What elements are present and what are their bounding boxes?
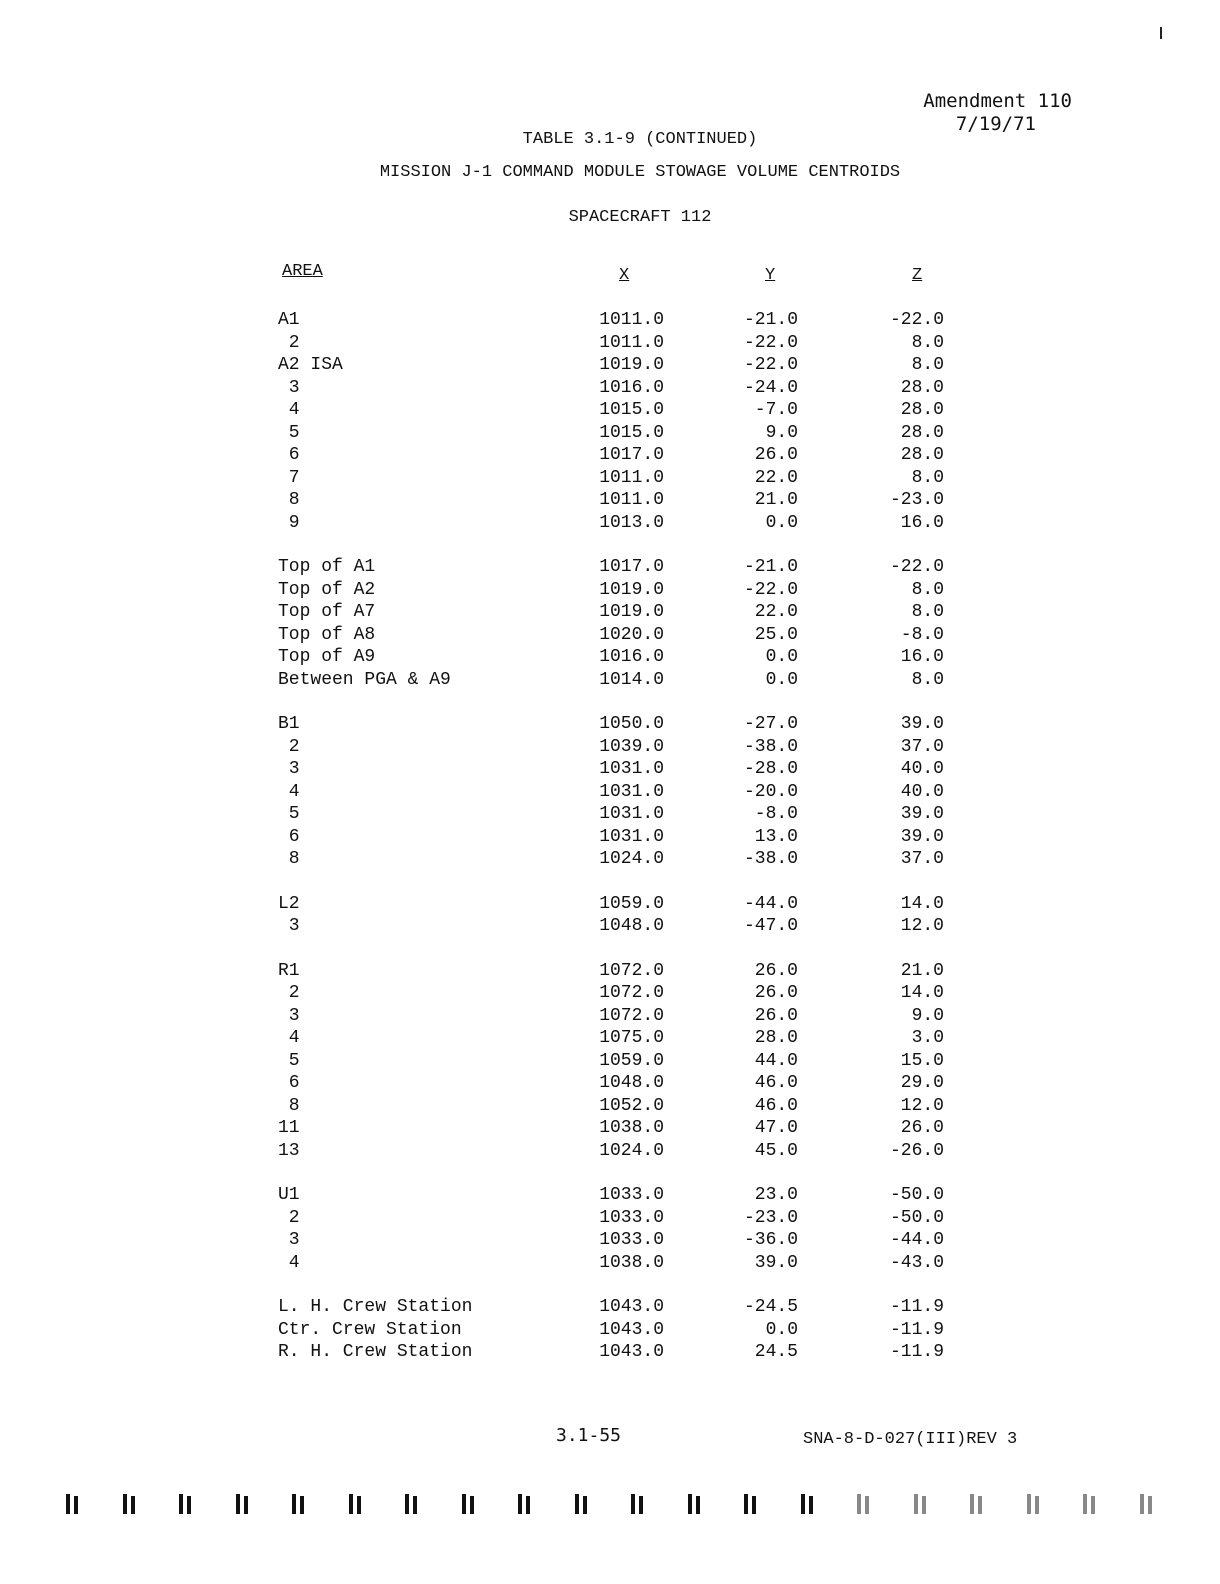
y-cell: 25.0 — [754, 624, 798, 645]
area-cell: 2 — [278, 332, 300, 353]
x-cell: 1043.0 — [599, 1319, 664, 1340]
y-cell: -21.0 — [743, 310, 798, 330]
x-cell: 1031.0 — [599, 759, 664, 779]
area-cell: Top of A8 — [278, 624, 376, 645]
area-cell: 5 — [278, 422, 300, 443]
area-cell: 2 — [278, 1207, 300, 1228]
x-cell: 1072.0 — [599, 983, 664, 1003]
area-cell: 5 — [278, 804, 300, 824]
z-cell: 21.0 — [900, 960, 944, 981]
z-cell: 8.0 — [911, 355, 944, 375]
area-cell: 3 — [278, 1005, 300, 1026]
area-cell: 11 — [278, 1118, 300, 1138]
z-cell: -26.0 — [889, 1140, 944, 1161]
area-cell: 4 — [278, 1028, 300, 1048]
y-cell: 46.0 — [754, 1073, 798, 1093]
area-cell: Top of A7 — [278, 602, 376, 622]
area-cell: 2 — [278, 983, 300, 1003]
area-cell: 8 — [278, 849, 300, 869]
area-cell: 7 — [278, 467, 300, 488]
amendment-label: Amendment 110 — [923, 90, 1072, 112]
y-cell: 26.0 — [754, 445, 798, 465]
edge-mark — [575, 1494, 591, 1514]
edge-mark — [1027, 1494, 1043, 1514]
x-cell: 1024.0 — [599, 849, 664, 869]
x-cell: 1024.0 — [599, 1140, 664, 1161]
y-cell: 44.0 — [754, 1050, 798, 1071]
document-id: SNA-8-D-027(III)REV 3 — [803, 1430, 1018, 1449]
x-cell: 1072.0 — [599, 1005, 664, 1026]
z-cell: 16.0 — [900, 512, 944, 533]
y-cell: 26.0 — [754, 960, 798, 981]
column-header-y: Y — [765, 266, 776, 285]
z-cell: 8.0 — [911, 467, 944, 488]
y-cell: 26.0 — [754, 1005, 798, 1026]
y-cell: 47.0 — [754, 1118, 798, 1138]
edge-mark — [405, 1494, 421, 1514]
area-cell: 5 — [278, 1050, 300, 1071]
area-cell: 8 — [278, 1095, 300, 1116]
x-cell: 1014.0 — [599, 669, 664, 690]
edge-mark — [518, 1494, 534, 1514]
y-cell: 0.0 — [765, 512, 798, 533]
x-cell: 1048.0 — [599, 1073, 664, 1093]
z-cell: 39.0 — [900, 714, 944, 734]
z-cell: 8.0 — [911, 669, 944, 690]
edge-mark — [292, 1494, 308, 1514]
edge-mark — [744, 1494, 760, 1514]
y-cell: -47.0 — [743, 916, 798, 936]
y-cell: 39.0 — [754, 1252, 798, 1273]
z-cell: 12.0 — [900, 916, 944, 936]
x-cell: 1033.0 — [599, 1185, 664, 1205]
x-cell: 1050.0 — [599, 714, 664, 734]
area-cell: 3 — [278, 759, 300, 779]
x-cell: 1013.0 — [599, 512, 664, 533]
x-cell: 1039.0 — [599, 736, 664, 757]
x-cell: 1017.0 — [599, 445, 664, 465]
y-cell: 22.0 — [754, 602, 798, 622]
z-cell: 37.0 — [900, 849, 944, 869]
z-cell: -43.0 — [889, 1252, 944, 1273]
y-cell: -22.0 — [743, 332, 798, 353]
edge-mark — [236, 1494, 252, 1514]
y-cell: 26.0 — [754, 983, 798, 1003]
y-cell: -22.0 — [743, 579, 798, 600]
area-cell: R. H. Crew Station — [278, 1342, 473, 1362]
z-cell: -50.0 — [889, 1207, 944, 1228]
z-cell: -23.0 — [889, 490, 944, 510]
y-cell: -20.0 — [743, 781, 798, 802]
y-cell: 21.0 — [754, 490, 798, 510]
y-cell: -8.0 — [754, 804, 798, 824]
column-header-x: X — [619, 266, 630, 285]
edge-mark — [970, 1494, 986, 1514]
z-cell: 15.0 — [900, 1050, 944, 1071]
table-subtitle: MISSION J-1 COMMAND MODULE STOWAGE VOLUME CENTROIDS — [379, 163, 901, 182]
edge-mark — [801, 1494, 817, 1514]
y-cell: -38.0 — [743, 736, 798, 757]
x-cell: 1015.0 — [599, 422, 664, 443]
x-cell: 1011.0 — [599, 490, 664, 510]
area-cell: 13 — [278, 1140, 300, 1161]
z-cell: 28.0 — [900, 422, 944, 443]
y-cell: -38.0 — [743, 849, 798, 869]
area-cell: L2 — [278, 893, 300, 914]
table-title: TABLE 3.1-9 (CONTINUED) — [522, 130, 758, 149]
y-cell: -24.5 — [743, 1297, 798, 1317]
z-cell: -11.9 — [889, 1319, 944, 1340]
y-cell: -44.0 — [743, 893, 798, 914]
y-cell: -24.0 — [743, 377, 798, 398]
z-cell: -11.9 — [889, 1342, 944, 1362]
x-cell: 1019.0 — [599, 355, 664, 375]
amendment-date: 7/19/71 — [955, 113, 1036, 135]
area-cell: Top of A2 — [278, 579, 376, 600]
edge-mark — [349, 1494, 365, 1514]
area-cell: B1 — [278, 714, 300, 734]
z-cell: 9.0 — [911, 1005, 944, 1026]
z-cell: -8.0 — [900, 624, 944, 645]
edge-mark — [179, 1494, 195, 1514]
x-cell: 1017.0 — [599, 557, 664, 577]
x-cell: 1011.0 — [599, 332, 664, 353]
z-cell: 14.0 — [900, 893, 944, 914]
column-header-z: Z — [912, 266, 923, 285]
area-cell: Ctr. Crew Station — [278, 1319, 462, 1340]
z-cell: 40.0 — [900, 759, 944, 779]
y-cell: 9.0 — [765, 422, 798, 443]
z-cell: 40.0 — [900, 781, 944, 802]
x-cell: 1075.0 — [599, 1028, 664, 1048]
y-cell: -21.0 — [743, 557, 798, 577]
x-cell: 1011.0 — [599, 467, 664, 488]
x-cell: 1043.0 — [599, 1342, 664, 1362]
x-cell: 1052.0 — [599, 1095, 664, 1116]
y-cell: -28.0 — [743, 759, 798, 779]
area-cell: 6 — [278, 826, 300, 847]
area-cell: 4 — [278, 781, 300, 802]
x-cell: 1031.0 — [599, 781, 664, 802]
area-cell: L. H. Crew Station — [278, 1297, 473, 1317]
y-cell: 46.0 — [754, 1095, 798, 1116]
x-cell: 1020.0 — [599, 624, 664, 645]
z-cell: -11.9 — [889, 1297, 944, 1317]
column-header-area: AREA — [282, 262, 323, 281]
y-cell: -7.0 — [754, 400, 798, 420]
z-cell: 37.0 — [900, 736, 944, 757]
x-cell: 1038.0 — [599, 1252, 664, 1273]
z-cell: 8.0 — [911, 332, 944, 353]
y-cell: 22.0 — [754, 467, 798, 488]
area-cell: Top of A9 — [278, 647, 376, 667]
z-cell: 3.0 — [911, 1028, 944, 1048]
area-cell: 2 — [278, 736, 300, 757]
spacecraft-label: SPACECRAFT 112 — [568, 208, 712, 227]
y-cell: -36.0 — [743, 1230, 798, 1250]
edge-mark — [123, 1494, 139, 1514]
y-cell: -22.0 — [743, 355, 798, 375]
y-cell: 13.0 — [754, 826, 798, 847]
area-cell: Top of A1 — [278, 557, 376, 577]
x-cell: 1048.0 — [599, 916, 664, 936]
y-cell: 0.0 — [765, 647, 798, 667]
edge-mark — [631, 1494, 647, 1514]
z-cell: 8.0 — [911, 579, 944, 600]
z-cell: 28.0 — [900, 445, 944, 465]
area-cell: 3 — [278, 1230, 300, 1250]
z-cell: 39.0 — [900, 826, 944, 847]
x-cell: 1059.0 — [599, 893, 664, 914]
area-cell: 8 — [278, 490, 300, 510]
edge-mark — [66, 1494, 82, 1514]
z-cell: 39.0 — [900, 804, 944, 824]
y-cell: 23.0 — [754, 1185, 798, 1205]
area-cell: 3 — [278, 377, 300, 398]
x-cell: 1019.0 — [599, 579, 664, 600]
z-cell: 16.0 — [900, 647, 944, 667]
film-edge-marks — [0, 1494, 1220, 1518]
x-cell: 1033.0 — [599, 1230, 664, 1250]
edge-mark — [1140, 1494, 1156, 1514]
x-cell: 1043.0 — [599, 1297, 664, 1317]
y-cell: -23.0 — [743, 1207, 798, 1228]
x-cell: 1031.0 — [599, 826, 664, 847]
area-cell: Between PGA & A9 — [278, 669, 451, 690]
x-cell: 1059.0 — [599, 1050, 664, 1071]
y-cell: 0.0 — [765, 1319, 798, 1340]
z-cell: -22.0 — [889, 557, 944, 577]
z-cell: 29.0 — [900, 1073, 944, 1093]
z-cell: 26.0 — [900, 1118, 944, 1138]
z-cell: -22.0 — [889, 310, 944, 330]
z-cell: 28.0 — [900, 400, 944, 420]
z-cell: 14.0 — [900, 983, 944, 1003]
area-cell: 4 — [278, 1252, 300, 1273]
page-number: 3.1-55 — [556, 1425, 622, 1446]
edge-mark — [1083, 1494, 1099, 1514]
y-cell: 45.0 — [754, 1140, 798, 1161]
edge-mark — [914, 1494, 930, 1514]
z-cell: -44.0 — [889, 1230, 944, 1250]
edge-mark — [688, 1494, 704, 1514]
area-cell: 4 — [278, 400, 300, 420]
y-cell: 28.0 — [754, 1028, 798, 1048]
y-cell: 0.0 — [765, 669, 798, 690]
x-cell: 1031.0 — [599, 804, 664, 824]
area-cell: 3 — [278, 916, 300, 936]
area-cell: 9 — [278, 512, 300, 533]
area-cell: 6 — [278, 445, 300, 465]
x-cell: 1038.0 — [599, 1118, 664, 1138]
area-cell: A1 — [278, 310, 300, 330]
z-cell: 8.0 — [911, 602, 944, 622]
x-cell: 1033.0 — [599, 1207, 664, 1228]
y-cell: 24.5 — [754, 1342, 798, 1362]
z-cell: -50.0 — [889, 1185, 944, 1205]
area-cell: 6 — [278, 1073, 300, 1093]
area-cell: A2 ISA — [278, 355, 343, 375]
area-cell: R1 — [278, 960, 300, 981]
edge-mark — [462, 1494, 478, 1514]
area-cell: U1 — [278, 1185, 300, 1205]
x-cell: 1019.0 — [599, 602, 664, 622]
z-cell: 12.0 — [900, 1095, 944, 1116]
x-cell: 1016.0 — [599, 377, 664, 398]
edge-mark — [857, 1494, 873, 1514]
y-cell: -27.0 — [743, 714, 798, 734]
x-cell: 1072.0 — [599, 960, 664, 981]
x-cell: 1016.0 — [599, 647, 664, 667]
margin-mark — [1160, 27, 1162, 39]
x-cell: 1015.0 — [599, 400, 664, 420]
x-cell: 1011.0 — [599, 310, 664, 330]
z-cell: 28.0 — [900, 377, 944, 398]
